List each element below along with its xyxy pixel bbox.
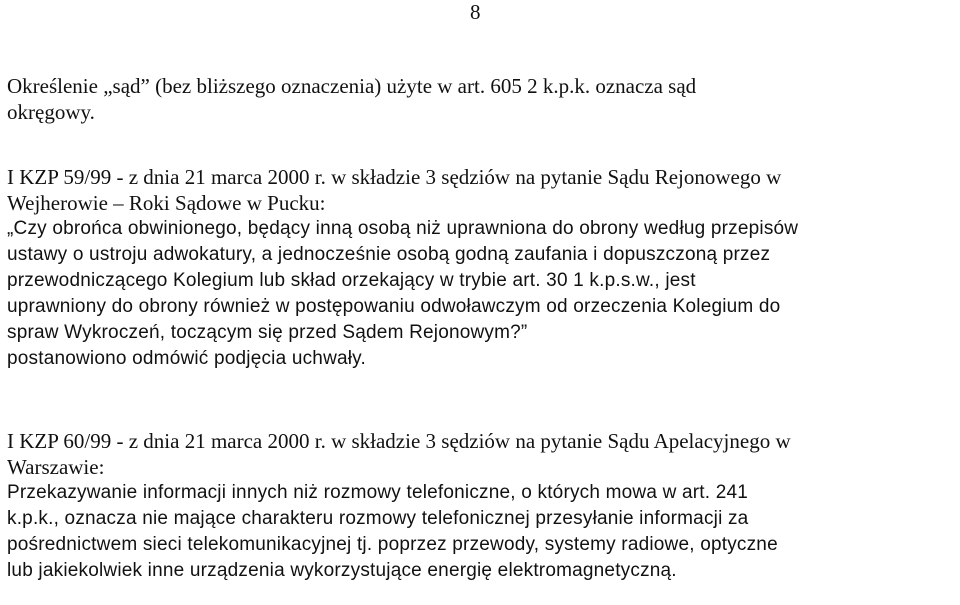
case-2-paragraph [7, 428, 957, 584]
definition-paragraph [7, 73, 957, 125]
case-1-header-line: I KZP 59/99 - z dnia 21 marca 2000 r. w składzie 3 sędziów na pytanie Sądu Rejonowego w [7, 165, 782, 189]
case-2-body-line: k.p.k., oznacza nie mające charakteru rozmowy telefonicznej przesyłanie informacji za [7, 508, 749, 529]
case-2-body-line: lub jakiekolwiek inne urządzenia wykorzystujące energię elektromagnetyczną. [7, 560, 677, 581]
case-1-question-line: uprawniony do obrony również w postępowaniu odwoławczym od orzeczenia Kolegium do [7, 296, 781, 317]
case-1-question-line: „Czy obrońca obwinionego, będący inną osobą niż uprawniona do obrony według przepisów [7, 218, 799, 239]
case-1-question-line: ustawy o ustroju adwokatury, a jednocześnie osobą godną zaufania i dopuszczoną przez [7, 244, 771, 265]
case-2-header-line: Warszawie: [7, 455, 105, 479]
case-2-body-line: Przekazywanie informacji innych niż rozmowy telefoniczne, o których mowa w art. 241 [7, 482, 749, 503]
case-2-body-line: pośrednictwem sieci telekomunikacyjnej tj. poprzez przewody, systemy radiowe, optyczne [7, 534, 778, 555]
page-number: 8 [470, 0, 481, 24]
case-1-header-line: Wejherowie – Roki Sądowe w Pucku: [7, 191, 326, 215]
case-2-header-line: I KZP 60/99 - z dnia 21 marca 2000 r. w składzie 3 sędziów na pytanie Sądu Apelacyjnego w [7, 429, 791, 453]
case-1-paragraph [7, 164, 957, 372]
text-line: okręgowy. [7, 100, 95, 124]
case-1-resolution-line: postanowiono odmówić podjęcia uchwały. [7, 348, 366, 369]
text-line: Określenie „sąd” (bez bliższego oznaczenia) użyte w art. 605 2 k.p.k. oznacza sąd [7, 74, 697, 98]
case-1-question-line: spraw Wykroczeń, toczącym się przed Sądem Rejonowym?” [7, 322, 528, 343]
case-1-question-line: przewodniczącego Kolegium lub skład orzekający w trybie art. 30 1 k.p.s.w., jest [7, 270, 696, 291]
